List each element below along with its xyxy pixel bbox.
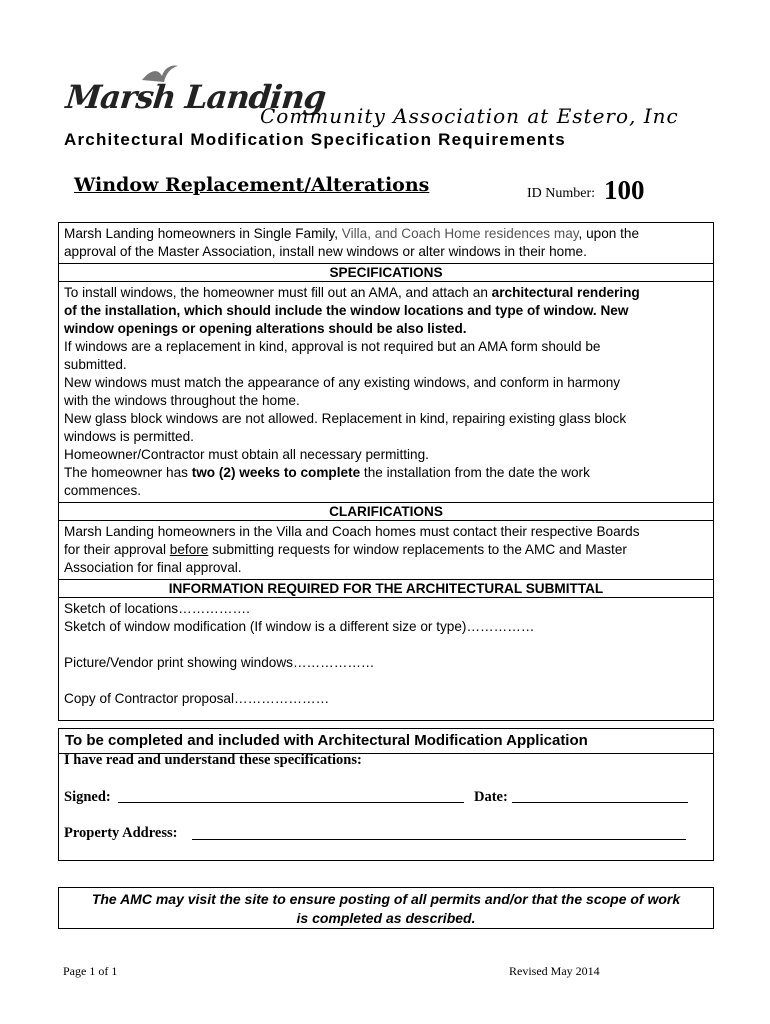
spec-p1-line3: window openings or opening alterations should be also listed. [64,321,467,336]
spec-p2-line1: If windows are a replacement in kind, approval is not required but an AMA form should be [64,339,601,354]
intro-text: Marsh Landing homeowners in Single Family, [64,226,342,241]
spec-p2-line2: submitted. [64,357,127,372]
spec-p3-line2: with the windows throughout the home. [64,393,300,408]
clarifications-heading: CLARIFICATIONS [59,502,713,521]
spec-p6-text: The homeowner has [64,465,192,480]
notice-line-2: is completed as described. [296,910,476,926]
clarification-underlined: before [169,542,209,557]
info-item: Sketch of locations……………. [64,601,250,616]
spec-p1-line1 [64,284,708,302]
info-item: Sketch of window modification (If window is a different size or type)…………… [64,619,535,634]
signature-field[interactable] [118,802,464,803]
information-section [59,598,713,720]
specification-table [58,222,714,721]
address-label-text: Property Address [64,825,173,841]
clarification-text: for their approval [64,542,170,557]
signed-label: Signed: [64,789,111,805]
intro-line-1 [64,225,708,243]
info-item: Picture/Vendor print showing windows……………… [64,655,375,670]
spec-p6-text-end: the installation from the date the work [360,465,590,480]
logo-wordmark: Marsh Landing [64,78,328,116]
spec-p4-line2: windows is permitted. [64,429,194,444]
form-title: Window Replacement/Alterations [74,174,430,196]
information-heading: INFORMATION REQUIRED FOR THE ARCHITECTURAL SUBMITTAL [59,579,713,598]
date-field[interactable] [512,802,688,803]
spec-p4-line1: New glass block windows are not allowed. Replacement in kind, repairing existing glass block [64,411,627,426]
document-subtitle: Architectural Modification Specification Requirements [64,130,566,149]
page-number: Page 1 of 1 [63,964,118,978]
revision-date: Revised May 2014 [509,964,600,978]
spec-p1-line2: of the installation, which should include the window locations and type of window. New [64,303,629,318]
acknowledgement-statement: I have read and understand these specifications: [64,752,362,768]
clarifications-section [59,521,713,579]
notice-line-1: The AMC may visit the site to ensure posting of all permits and/or that the scope of work [91,891,681,907]
spec-p6-bold: two (2) weeks to complete [191,465,361,480]
property-address-label: Property Address: [64,825,178,841]
spec-p3-line1: New windows must match the appearance of any existing windows, and conform in harmony [64,375,621,390]
clarification-line-2 [64,541,708,559]
clarification-text-end: submitting requests for window replacements to the AMC and Master [208,542,627,557]
intro-section [59,223,713,263]
completion-heading: To be completed and included with Architectural Modification Application [59,729,713,754]
clarification-line-1: Marsh Landing homeowners in the Villa and Coach homes must contact their respective Boards [64,524,640,539]
intro-line-2: approval of the Master Association, install new windows or alter windows in their home. [64,244,587,259]
spec-p6-line1 [64,464,708,482]
spec-p1-text: To install windows, the homeowner must fill out an AMA, and attach an [64,285,492,300]
spec-p6-line2: commences. [64,483,142,498]
spec-p1-bold: architectural rendering [491,285,640,300]
intro-highlight: Villa, and Coach Home residences may [341,226,579,241]
signed-label-text: Signed [64,789,106,805]
spec-p5: Homeowner/Contractor must obtain all necessary permitting. [64,447,429,462]
date-label: Date: [474,789,508,805]
property-address-field[interactable] [192,839,686,840]
site-visit-notice [58,887,714,929]
id-number-label: ID Number: [527,186,596,201]
info-item: Copy of Contractor proposal………………… [64,691,330,706]
association-name: Community Association at Estero, Inc [260,104,679,128]
specifications-heading: SPECIFICATIONS [59,263,713,282]
specifications-section [59,282,713,502]
clarification-line-3: Association for final approval. [64,560,242,575]
id-number-value: 100 [604,175,645,205]
intro-text-end: , upon the [578,226,640,241]
